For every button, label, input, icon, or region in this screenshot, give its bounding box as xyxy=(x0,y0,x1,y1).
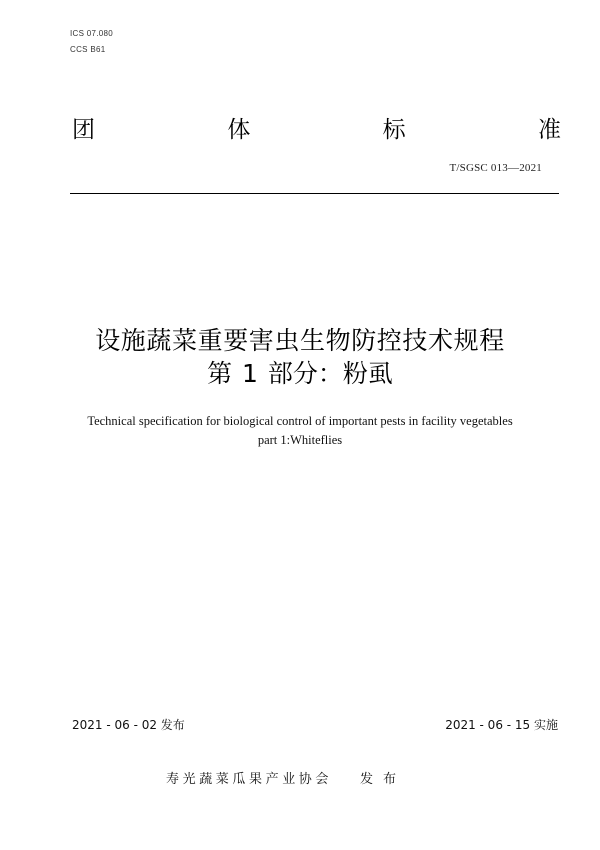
issue-date: 2021 - 06 - 02 发布 xyxy=(72,718,185,732)
ics-code: ICS 07.080 xyxy=(70,29,114,38)
title-english: Technical specification for biological control of important pests in facility vegetables xyxy=(87,414,513,428)
standard-type-char: 团 xyxy=(72,117,95,143)
header-divider xyxy=(70,193,559,194)
standard-number: T/SGSC 013—2021 xyxy=(449,162,542,174)
standard-type-char: 准 xyxy=(537,117,561,143)
ccs-code: CCS B61 xyxy=(70,45,106,54)
subtitle-chinese: 第 1 部分：粉虱 xyxy=(207,359,393,388)
title-chinese: 设施蔬菜重要害虫生物防控技术规程 xyxy=(95,326,505,355)
subtitle-english: part 1:Whiteflies xyxy=(257,433,343,447)
publisher-name: 寿光蔬菜瓜果产业协会 xyxy=(166,772,333,787)
standard-type-char: 体 xyxy=(227,117,251,143)
standard-type-char: 标 xyxy=(382,117,406,143)
publish-label: 发布 xyxy=(360,772,407,787)
implementation-date: 2021 - 06 - 15 实施 xyxy=(445,718,558,732)
standard-type-heading xyxy=(72,115,561,145)
publisher-line xyxy=(166,770,406,790)
